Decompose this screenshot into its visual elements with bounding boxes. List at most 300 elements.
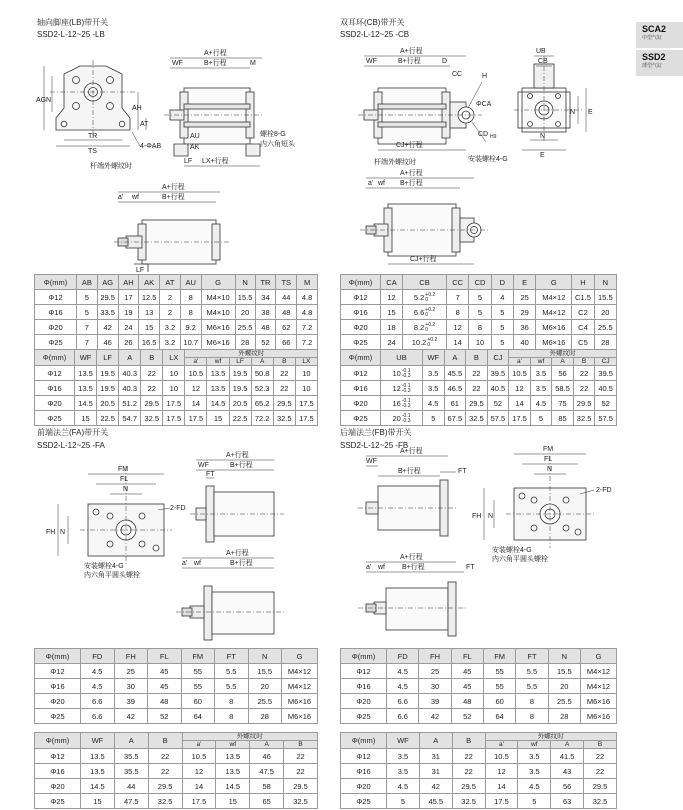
tolerance-upper: +0.2	[425, 306, 436, 313]
lb-label-bolt: 螺栓8-G	[260, 131, 286, 138]
cb-label-cd: CD	[478, 131, 489, 138]
column-header: H	[572, 275, 594, 290]
table-cell: 52	[595, 396, 617, 411]
table-cell: 10	[295, 366, 317, 381]
lb-label-b-stroke: B+行程	[204, 60, 227, 67]
column-header: FM	[181, 649, 215, 664]
column-subheader: a'	[509, 358, 531, 366]
table-cell: 52	[451, 709, 483, 724]
column-header: Φ(mm)	[35, 350, 75, 366]
table-row	[341, 779, 617, 794]
cb-label-cb: CB	[538, 58, 548, 65]
column-header: FH	[419, 649, 451, 664]
table-row	[341, 366, 617, 381]
lb-label-lx-stroke: LX+行程	[202, 158, 229, 165]
tolerance-upper: -0.1	[401, 397, 411, 404]
table-cell: Φ20	[35, 779, 81, 794]
table-cell: 60	[181, 694, 215, 709]
column-header: Φ(mm)	[35, 275, 77, 290]
column-header: D	[491, 275, 513, 290]
column-subheader: B	[573, 358, 595, 366]
cb-label-cj-stroke: CJ+行程	[396, 142, 423, 149]
table-cell: 12 -0.1 -0.3	[381, 381, 423, 396]
table-cell: 22	[273, 366, 295, 381]
table-cell: 3.5	[387, 749, 420, 764]
table-cell: 40.5	[595, 381, 617, 396]
table-cell: 18	[381, 320, 403, 335]
column-header: CJ	[487, 350, 509, 366]
table-cell: 12	[509, 381, 531, 396]
fa-label-ft: FT	[206, 471, 215, 478]
tolerance-upper: -0.1	[401, 367, 411, 374]
table-cell: 47.5	[114, 794, 148, 809]
table-cell: 14	[447, 335, 469, 350]
table-cell: 7	[77, 335, 98, 350]
cb-label-n-bottom: N	[540, 133, 546, 140]
table-cell: M6×16	[282, 709, 318, 724]
column-subheader: a'	[485, 741, 518, 749]
table-cell: 28	[548, 709, 580, 724]
table-cell: 55	[181, 664, 215, 679]
table-cell: 5.5	[516, 679, 548, 694]
table-cell: 29.5	[273, 396, 295, 411]
table-cell: 8	[215, 709, 249, 724]
table-cell: 4.5	[518, 779, 551, 794]
table-cell: 40.5	[487, 381, 509, 396]
group-header: 外螺纹时	[185, 350, 318, 358]
table-cell: 15.5	[548, 664, 580, 679]
table-cell: 22	[141, 366, 163, 381]
table-cell: 51.2	[119, 396, 141, 411]
table-cell: 10 -0.1 -0.3	[381, 366, 423, 381]
fb-label-bolt: 安装螺栓4-G	[492, 547, 532, 554]
table-cell: 29.5	[284, 779, 318, 794]
table-cell: 63	[551, 794, 584, 809]
fa-model-code: SSD2-L-12~25 -FA	[37, 441, 105, 450]
table-cell: 12	[185, 381, 207, 396]
tolerance-upper: -0.1	[401, 412, 411, 419]
column-header: FT	[215, 649, 249, 664]
cb-label-ca: ΦCA	[476, 101, 492, 108]
table-cell: 22	[573, 366, 595, 381]
column-header: B	[148, 733, 182, 749]
table-cell: 4.8	[297, 290, 318, 305]
table-cell: 17.5	[295, 411, 317, 426]
table-cell: 14	[485, 779, 518, 794]
table-cell: 52.3	[251, 381, 273, 396]
column-subheader: A	[551, 741, 584, 749]
table-cell: 39.5	[487, 366, 509, 381]
table-cell: 8	[447, 305, 469, 320]
column-subheader: B	[273, 358, 295, 366]
table-cell: 8	[215, 694, 249, 709]
column-header: FM	[483, 649, 515, 664]
table-cell: 22	[584, 764, 617, 779]
table-cell: C5	[572, 335, 594, 350]
table-row	[341, 305, 617, 320]
column-subheader: LF	[229, 358, 251, 366]
table-cell: Φ16	[35, 679, 81, 694]
table-cell: Φ16	[341, 305, 381, 320]
fa-label-fh: FH	[46, 529, 56, 536]
table-cell: 10.5	[182, 749, 216, 764]
table-cell: 47.5	[250, 764, 284, 779]
table-cell: 24	[381, 335, 403, 350]
table-cell: 12.5	[139, 290, 160, 305]
column-header: G	[536, 275, 572, 290]
table-cell: 10	[469, 335, 491, 350]
table-header-row	[341, 350, 617, 358]
table-cell: 22	[148, 749, 182, 764]
table-cell: M4×10	[201, 305, 235, 320]
table-cell: 35.5	[114, 764, 148, 779]
sidebar-item-ssd2[interactable]	[636, 50, 683, 76]
sidebar-item-code: SSD2	[642, 52, 666, 62]
column-header: G	[282, 649, 318, 664]
table-row	[341, 794, 617, 809]
cb-label-d: D	[442, 58, 448, 65]
table-cell: 6.6	[81, 709, 115, 724]
table-cell: 13.5	[75, 366, 97, 381]
tolerance	[425, 323, 435, 333]
table-cell: 19.5	[229, 381, 251, 396]
table-cell: 14.5	[75, 396, 97, 411]
tolerance	[425, 308, 435, 318]
table-row	[35, 366, 318, 381]
column-header: CA	[381, 275, 403, 290]
table-cell: 17	[118, 290, 139, 305]
table-header-row	[35, 275, 318, 290]
table-cell: 12	[182, 764, 216, 779]
column-subheader: A	[251, 358, 273, 366]
table-cell: 46	[250, 749, 284, 764]
column-header: G	[201, 275, 235, 290]
table-cell: 15.5	[235, 290, 255, 305]
table-cell: M6×16	[201, 335, 235, 350]
column-subheader: a'	[182, 741, 216, 749]
fa-table-2	[34, 732, 318, 809]
column-header: N	[548, 649, 580, 664]
fb-label-wf: WF	[366, 458, 377, 465]
column-subheader: A	[250, 741, 284, 749]
column-header: E	[513, 275, 535, 290]
table-cell: 5	[387, 794, 420, 809]
table-cell: 22.5	[97, 411, 119, 426]
table-cell: 29.5	[148, 779, 182, 794]
cb-label-b-stroke2: B+行程	[400, 180, 423, 187]
table-cell: 32.5	[573, 411, 595, 426]
table-row	[341, 709, 617, 724]
table-cell: 55	[483, 664, 515, 679]
table-cell: 10.5	[485, 749, 518, 764]
lb-label-b-stroke2: B+行程	[162, 194, 185, 201]
table-row	[35, 290, 318, 305]
table-cell: 15	[75, 411, 97, 426]
sidebar-item-sca2[interactable]	[636, 22, 683, 48]
table-cell: 16.5	[139, 335, 160, 350]
table-cell: 4.8	[297, 305, 318, 320]
fb-label-a-stroke: A+行程	[400, 448, 423, 455]
cb-label-e-right: E	[588, 109, 593, 116]
table-cell: 64	[483, 709, 515, 724]
table-header-row	[35, 733, 318, 741]
tolerance	[402, 414, 411, 424]
table-cell: Φ20	[341, 779, 387, 794]
table-cell: 22	[466, 381, 488, 396]
table-cell: 66	[276, 335, 297, 350]
column-header: CD	[469, 275, 491, 290]
column-header: B	[141, 350, 163, 366]
fa-label-n: N	[123, 486, 129, 493]
table-cell: 15.5	[248, 664, 282, 679]
table-row	[35, 679, 318, 694]
table-cell: 13.5	[216, 749, 250, 764]
table-cell: 48	[451, 694, 483, 709]
table-cell: Φ12	[35, 749, 81, 764]
table-cell: 4.5	[387, 679, 419, 694]
fb-table-2	[340, 732, 617, 809]
table-cell: 17.5	[485, 794, 518, 809]
table-cell: 20.5	[229, 396, 251, 411]
table-cell: 3.5	[423, 381, 445, 396]
cb-label-a-prime: a'	[368, 180, 374, 187]
column-header: FD	[81, 649, 115, 664]
cb-table-1	[340, 274, 617, 350]
table-cell: 14.5	[81, 779, 115, 794]
table-cell: 28	[235, 335, 255, 350]
lb-label-at: AT	[140, 121, 149, 128]
tolerance	[402, 369, 411, 379]
column-header: WF	[81, 733, 115, 749]
table-header-row	[35, 350, 318, 358]
table-cell: 35.5	[114, 749, 148, 764]
table-cell: 30	[419, 679, 451, 694]
table-cell: 14.5	[216, 779, 250, 794]
table-cell: 20	[248, 679, 282, 694]
table-cell: 44	[114, 779, 148, 794]
table-cell: Φ12	[341, 749, 387, 764]
lb-label-lf2: LF	[136, 267, 145, 272]
cb-label-n-right: N	[570, 109, 576, 116]
table-cell: 52	[148, 709, 182, 724]
table-cell: 64	[181, 709, 215, 724]
table-cell: 28	[594, 335, 616, 350]
column-header: AK	[139, 275, 160, 290]
table-cell: 7.2	[297, 320, 318, 335]
tolerance-lower: -0.3	[401, 417, 411, 424]
column-subheader: wf	[530, 358, 552, 366]
table-cell: 17.5	[185, 411, 207, 426]
table-cell: 5.5	[215, 664, 249, 679]
cb-label-bolt: 安装螺栓4-G	[468, 156, 508, 163]
table-cell: 25.5	[594, 320, 616, 335]
table-cell: 13.5	[207, 366, 229, 381]
table-cell: 48	[148, 694, 182, 709]
lb-label-hole: 4-ΦAB	[140, 143, 162, 150]
table-cell: 14	[185, 396, 207, 411]
table-cell: 5.5	[215, 679, 249, 694]
table-cell: 56	[551, 779, 584, 794]
table-cell: 15	[207, 411, 229, 426]
table-cell: Φ20	[35, 320, 77, 335]
table-cell: 12	[381, 290, 403, 305]
table-cell: 8	[180, 305, 201, 320]
table-row	[341, 320, 617, 335]
table-cell: 72.2	[251, 411, 273, 426]
table-cell: 17.5	[509, 411, 531, 426]
table-cell: 17.5	[163, 396, 185, 411]
cb-model-code: SSD2-L-12~25 -CB	[340, 30, 410, 39]
tolerance-lower: 0	[427, 341, 431, 348]
lb-label-m: M	[250, 60, 256, 67]
table-row	[35, 694, 318, 709]
table-cell: 29.5	[584, 779, 617, 794]
table-row	[35, 335, 318, 350]
table-cell: 3.5	[387, 764, 420, 779]
table-cell: 34	[255, 290, 276, 305]
table-cell: 13.5	[216, 764, 250, 779]
fb-section-title: 后端法兰(FB)带开关	[340, 428, 412, 437]
table-cell: M6×16	[581, 709, 617, 724]
lb-rod-caption: 杆端外螺纹时	[90, 163, 132, 170]
table-cell: M4×10	[201, 290, 235, 305]
table-row	[35, 664, 318, 679]
table-cell: 54.7	[119, 411, 141, 426]
table-cell: 4.5	[530, 396, 552, 411]
column-subheader: wf	[518, 741, 551, 749]
table-cell: 62	[276, 320, 297, 335]
table-cell: 4.5	[387, 779, 420, 794]
table-cell: 15	[381, 305, 403, 320]
tolerance-lower: -0.3	[401, 372, 411, 379]
table-cell: M4×12	[536, 290, 572, 305]
table-cell: 10.5	[185, 366, 207, 381]
table-cell: Φ25	[341, 709, 387, 724]
column-header: UB	[381, 350, 423, 366]
table-cell: 6.6	[387, 709, 419, 724]
column-header: WF	[387, 733, 420, 749]
table-cell: 65.2	[251, 396, 273, 411]
table-cell: 56	[552, 366, 574, 381]
fa-label-bolt2: 内六角平圆头螺栓	[84, 572, 140, 579]
table-cell: 4.5	[423, 396, 445, 411]
table-cell: 46	[97, 335, 118, 350]
table-cell: 3.5	[530, 366, 552, 381]
table-cell: 19.5	[97, 381, 119, 396]
table-cell: 10	[295, 381, 317, 396]
table-cell: Φ20	[341, 694, 387, 709]
table-cell: 15	[216, 794, 250, 809]
fa-section-title: 前端法兰(FA)带开关	[37, 428, 109, 437]
table-cell: Φ20	[35, 694, 81, 709]
table-cell: 22	[141, 381, 163, 396]
table-cell: C2	[572, 305, 594, 320]
table-cell: 7	[77, 320, 98, 335]
tolerance-lower: -0.3	[401, 387, 411, 394]
fb-label-b-stroke2: B+行程	[402, 564, 425, 571]
table-cell: M4×12	[282, 664, 318, 679]
table-cell: M6×16	[282, 694, 318, 709]
table-cell: 32.5	[452, 794, 485, 809]
table-cell: 22	[452, 764, 485, 779]
column-header: Φ(mm)	[35, 649, 81, 664]
table-cell: 14.5	[207, 396, 229, 411]
column-header: AU	[180, 275, 201, 290]
table-cell: 5	[469, 290, 491, 305]
tolerance-lower: 0	[425, 326, 429, 333]
fa-label-fd: 2-FD	[170, 505, 186, 512]
table-cell: 5.5	[516, 664, 548, 679]
lb-label-a-stroke: A+行程	[204, 50, 227, 57]
table-cell: 6.6	[387, 694, 419, 709]
lb-dimension-drawing	[34, 42, 334, 272]
table-cell: Φ16	[35, 764, 81, 779]
column-header: Φ(mm)	[35, 733, 81, 749]
column-header: Φ(mm)	[341, 649, 387, 664]
sidebar-item-desc: 薄型气缸	[642, 63, 663, 69]
column-header: Φ(mm)	[341, 350, 381, 366]
column-header: A	[119, 350, 141, 366]
table-cell: M4×12	[282, 679, 318, 694]
tolerance	[402, 399, 411, 409]
column-header: A	[419, 733, 452, 749]
table-cell: Φ16	[35, 305, 77, 320]
fa-table-1	[34, 648, 318, 724]
table-cell: 50.8	[251, 366, 273, 381]
table-cell: 5	[77, 290, 98, 305]
table-cell: 40.3	[119, 381, 141, 396]
table-cell: 60	[483, 694, 515, 709]
table-cell: Φ16	[341, 679, 387, 694]
fb-label-ft: FT	[458, 468, 467, 475]
group-header: 外螺纹时	[182, 733, 317, 741]
column-header: FT	[516, 649, 548, 664]
column-header: CB	[403, 275, 447, 290]
lb-label-wf: WF	[172, 60, 183, 67]
table-cell: 9.2	[180, 320, 201, 335]
table-cell: 4.5	[81, 664, 115, 679]
table-row	[35, 749, 318, 764]
table-cell: 2	[160, 305, 181, 320]
column-header: G	[581, 649, 617, 664]
table-cell: 25	[513, 290, 535, 305]
table-cell: 45	[148, 679, 182, 694]
table-cell: 45	[451, 679, 483, 694]
table-cell: 20 -0.1 -0.3	[381, 411, 423, 426]
table-cell: 3.5	[518, 764, 551, 779]
tolerance-upper: +0.2	[427, 336, 438, 343]
fa-label-wf2: wf	[194, 560, 201, 567]
table-row	[341, 335, 617, 350]
table-cell: Φ12	[341, 290, 381, 305]
table-cell: 29	[513, 305, 535, 320]
table-cell: 3.5	[423, 366, 445, 381]
table-cell: 45	[451, 664, 483, 679]
table-row	[35, 381, 318, 396]
column-header: WF	[423, 350, 445, 366]
table-cell: 52	[487, 396, 509, 411]
table-cell: Φ25	[341, 411, 381, 426]
table-cell: 17.5	[182, 794, 216, 809]
table-cell: 29.5	[466, 396, 488, 411]
cb-label-wf: WF	[366, 58, 377, 65]
table-cell: 31	[419, 764, 452, 779]
tolerance	[427, 338, 437, 348]
table-row	[35, 779, 318, 794]
fb-label-wf2: wf	[378, 564, 385, 571]
column-subheader: A	[552, 358, 574, 366]
table-row	[35, 320, 318, 335]
